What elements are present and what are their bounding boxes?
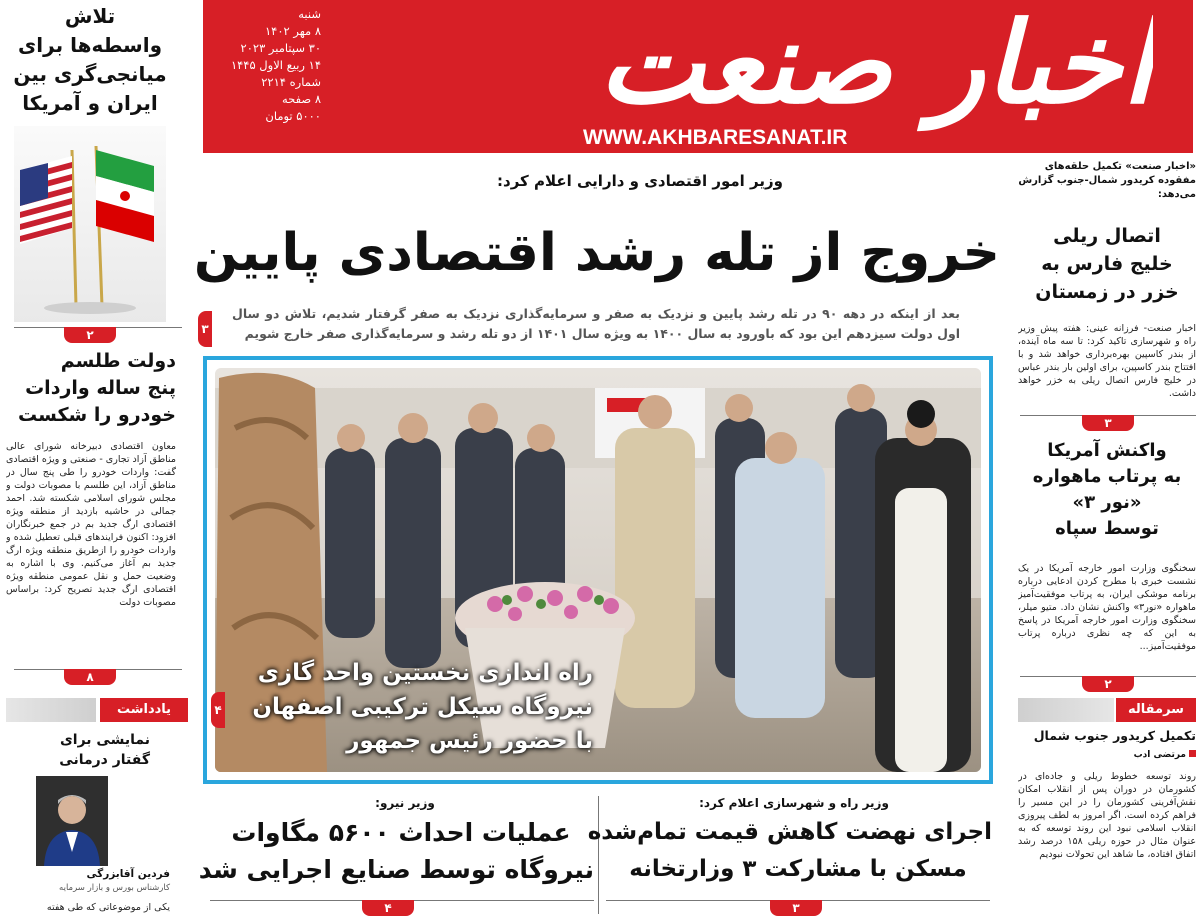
photo-caption-line: راه اندازی نخستین واحد گازی [257, 660, 593, 686]
memo-body: یکی از موضوعاتی که طی هفته [46, 902, 170, 913]
editorial-author-name: مرتضی ادب [1133, 750, 1186, 760]
editorial-author [1018, 750, 1196, 760]
page-number-badge[interactable]: ۴ [362, 900, 414, 916]
page-number-badge[interactable]: ۳ [770, 900, 822, 916]
right-column [1010, 160, 1200, 921]
avatar [36, 776, 108, 866]
masthead-date-gregorian: ۳۰ سپتامبر ۲۰۲۳ [240, 41, 321, 55]
right-story2-headline[interactable] [1018, 438, 1196, 542]
right-story2-headline-line: واکنش آمریکا [1047, 440, 1167, 461]
side-page-number-badge[interactable]: ۴ [211, 692, 225, 728]
right-story2-headline-line: توسط سپاه [1055, 518, 1159, 539]
left-top-headline-line: ایران و آمریکا [22, 91, 158, 115]
author-title: کارشناس بورس و بازار سرمایه [59, 883, 170, 893]
left-story2-headline-line: پنج ساله واردات [25, 377, 176, 399]
editorial-title[interactable]: تکمیل کریدور جنوب شمال [1033, 728, 1196, 743]
bottom-right-headline[interactable] [587, 814, 992, 888]
side-page-number-badge[interactable]: ۳ [198, 311, 212, 347]
iran-flag-icon [96, 150, 154, 242]
flags-image [14, 126, 166, 322]
masthead-issue: شماره ۲۲۱۴ [261, 75, 321, 89]
page-number-badge[interactable]: ۸ [64, 669, 116, 685]
main-photo-frame [203, 356, 993, 784]
bottom-left-kicker: وزیر نیرو: [375, 796, 435, 810]
editorial-author-marker-icon [1189, 750, 1196, 757]
left-story2-headline[interactable] [6, 348, 176, 429]
masthead-date-solar: ۸ مهر ۱۴۰۲ [264, 24, 321, 38]
memo-title[interactable] [0, 730, 150, 770]
memo-title-line: گفتار درمانی [59, 752, 150, 768]
right-story2-headline-line: به پرتاب ماهواره [1032, 466, 1182, 487]
editorial-arrow-icon [1018, 698, 1114, 722]
page-number-badge[interactable]: ۲ [1082, 676, 1134, 692]
masthead-logo: اخبار صنعت [598, 0, 1153, 129]
bottom-left-headline-line: عملیات احداث ۵۶۰۰ مگاوات [231, 818, 571, 847]
photo-caption [233, 656, 593, 758]
masthead-pages: ۸ صفحه [281, 92, 321, 106]
masthead-date-lunar: ۱۴ ربیع الاول ۱۴۴۵ [230, 58, 321, 72]
photo-caption-line: نیروگاه سیکل ترکیبی اصفهان [252, 694, 593, 720]
left-story2-headline-line: خودرو را شکست [18, 404, 176, 426]
masthead [203, 0, 1193, 153]
memo-arrow-icon [6, 698, 96, 722]
editorial-label: سرمقاله [1116, 698, 1196, 722]
masthead-price: ۵۰۰۰ تومان [265, 109, 321, 123]
center-headline[interactable]: خروج از تله رشد اقتصادی پایین [193, 223, 1000, 283]
left-story2-body: معاون اقتصادی دبیرخانه شورای عالی مناطق آزاد تجاری - صنعتی و ویژه اقتصادی گفت: واردات خودرو را طی پنج سال در مناطق آزاد، این طلسم با مصوبات دولت و مجلس شورای اسلامی شکسته شد. احمد جمالی در حاشیه بازدید از منطقه ویژه اقتصادی ارگ جدید بم در جمع خبرنگاران افزود: اکنون فرایندهای قبلی تعطیل شده و واردات خودرو را ازطریق منطقه ویژه ارگ جدید بم آغاز می‌کنیم. وی با اشاره به وضعیت حمل و نقل عمومی منطقه ویژه اقتصادی ارگ جدید تصریح کرد: براساس مصوبات دولت [6, 441, 176, 608]
right-headline-line: خزر در زمستان [1035, 281, 1179, 303]
page-number-badge[interactable]: ۲ [64, 327, 116, 343]
page-number-badge[interactable]: ۳ [1082, 415, 1134, 431]
left-story2-headline-line: دولت طلسم [60, 350, 176, 372]
bottom-left-headline-line: نیروگاه توسط صنایع اجرایی شد [198, 855, 594, 884]
right-headline-line: اتصال ریلی [1053, 225, 1161, 247]
bottom-right-headline-line: اجرای نهضت کاهش قیمت تمام‌شده [587, 819, 992, 845]
right-headline-line: خلیج فارس به [1041, 253, 1173, 275]
right-headline[interactable] [1018, 222, 1196, 306]
left-top-headline-line: واسطه‌ها برای [17, 33, 163, 57]
memo-label: یادداشت [100, 698, 188, 722]
left-top-headline-line: تلاش [64, 4, 116, 28]
right-story2-body: سخنگوی وزارت امور خارجه آمریکا در یک نشست خبری با مطرح کردن ادعایی درباره برنامه موشکی ایران، به پرتاب موفقیت‌آمیز ماهواره «نور۳» واکنش نشان داد. متیو میلر، سخنگوی وزارت امور خارجه آمریکا در پاسخ به این که چه نظری درباره پرتاب موفقیت‌آمیز... [1018, 563, 1196, 652]
right-story2-headline-line: «نور ۳» [1072, 492, 1142, 513]
bottom-right-kicker: وزیر راه و شهرسازی اعلام کرد: [699, 796, 889, 810]
editorial-body: روند توسعه خطوط ریلی و جاده‌ای در کشورمان در دوران پس از انقلاب امکان نقش‌آفرینی کشورمان را در این مسیر را فراهم کرده است. اگر امروز به لطف پیروزی انقلاب اسلامی نبود این روند توسعه که به عنوان مثال در حوزه ریلی ۱۵۸ درصد رشد اتفاق افتاده، ما شاهد این تحولات نبودیم [1018, 771, 1196, 860]
left-column [0, 0, 190, 921]
masthead-date-block [211, 6, 321, 125]
left-top-headline-line: میانجی‌گری بین [13, 62, 167, 86]
photo-caption-line: با حضور رئیس جمهور [346, 728, 593, 754]
masthead-day: شنبه [298, 7, 321, 21]
author-name: فردین آقابزرگی [86, 868, 170, 880]
center-kicker: وزیر امور اقتصادی و دارایی اعلام کرد: [497, 172, 783, 190]
bottom-left-headline[interactable] [198, 814, 594, 888]
right-kicker: «اخبار صنعت» تکمیل حلقه‌های مفقوده کریدور شمال-جنوب گزارش می‌دهد: [1018, 161, 1196, 200]
memo-title-line: نمایشی برای [59, 732, 150, 748]
center-lead: بعد از اینکه در دهه ۹۰ در تله رشد پایین و نزدیک به صفر و سرمایه‌گذاری نزدیک به صفر گرفتار شدیم، تلاش دو سال اول دولت سیزدهم این بود که باورود به سال ۱۴۰۰ به ویژه سال ۱۴۰۱ از دو تله رشد و سرمایه‌گذاری صفر خارج شویم [232, 306, 960, 341]
masthead-website[interactable]: WWW.AKHBARESANAT.IR [583, 126, 848, 149]
left-top-headline[interactable] [0, 2, 180, 118]
right-body: اخبار صنعت- فرزانه عینی: هفته پیش وزیر راه و شهرسازی تاکید کرد: تا سه ماه آینده، از بندر کاسپین بهره‌برداری خواهد شد و با افتتاح بندر کاسپین، برای اولین بار بندر عباس در خلیج فارس اتصال ریلی به خزر خواهد داشت. [1018, 323, 1196, 399]
bottom-right-headline-line: مسکن با مشارکت ۳ وزارتخانه [629, 856, 967, 882]
usa-flag-icon [20, 156, 72, 244]
